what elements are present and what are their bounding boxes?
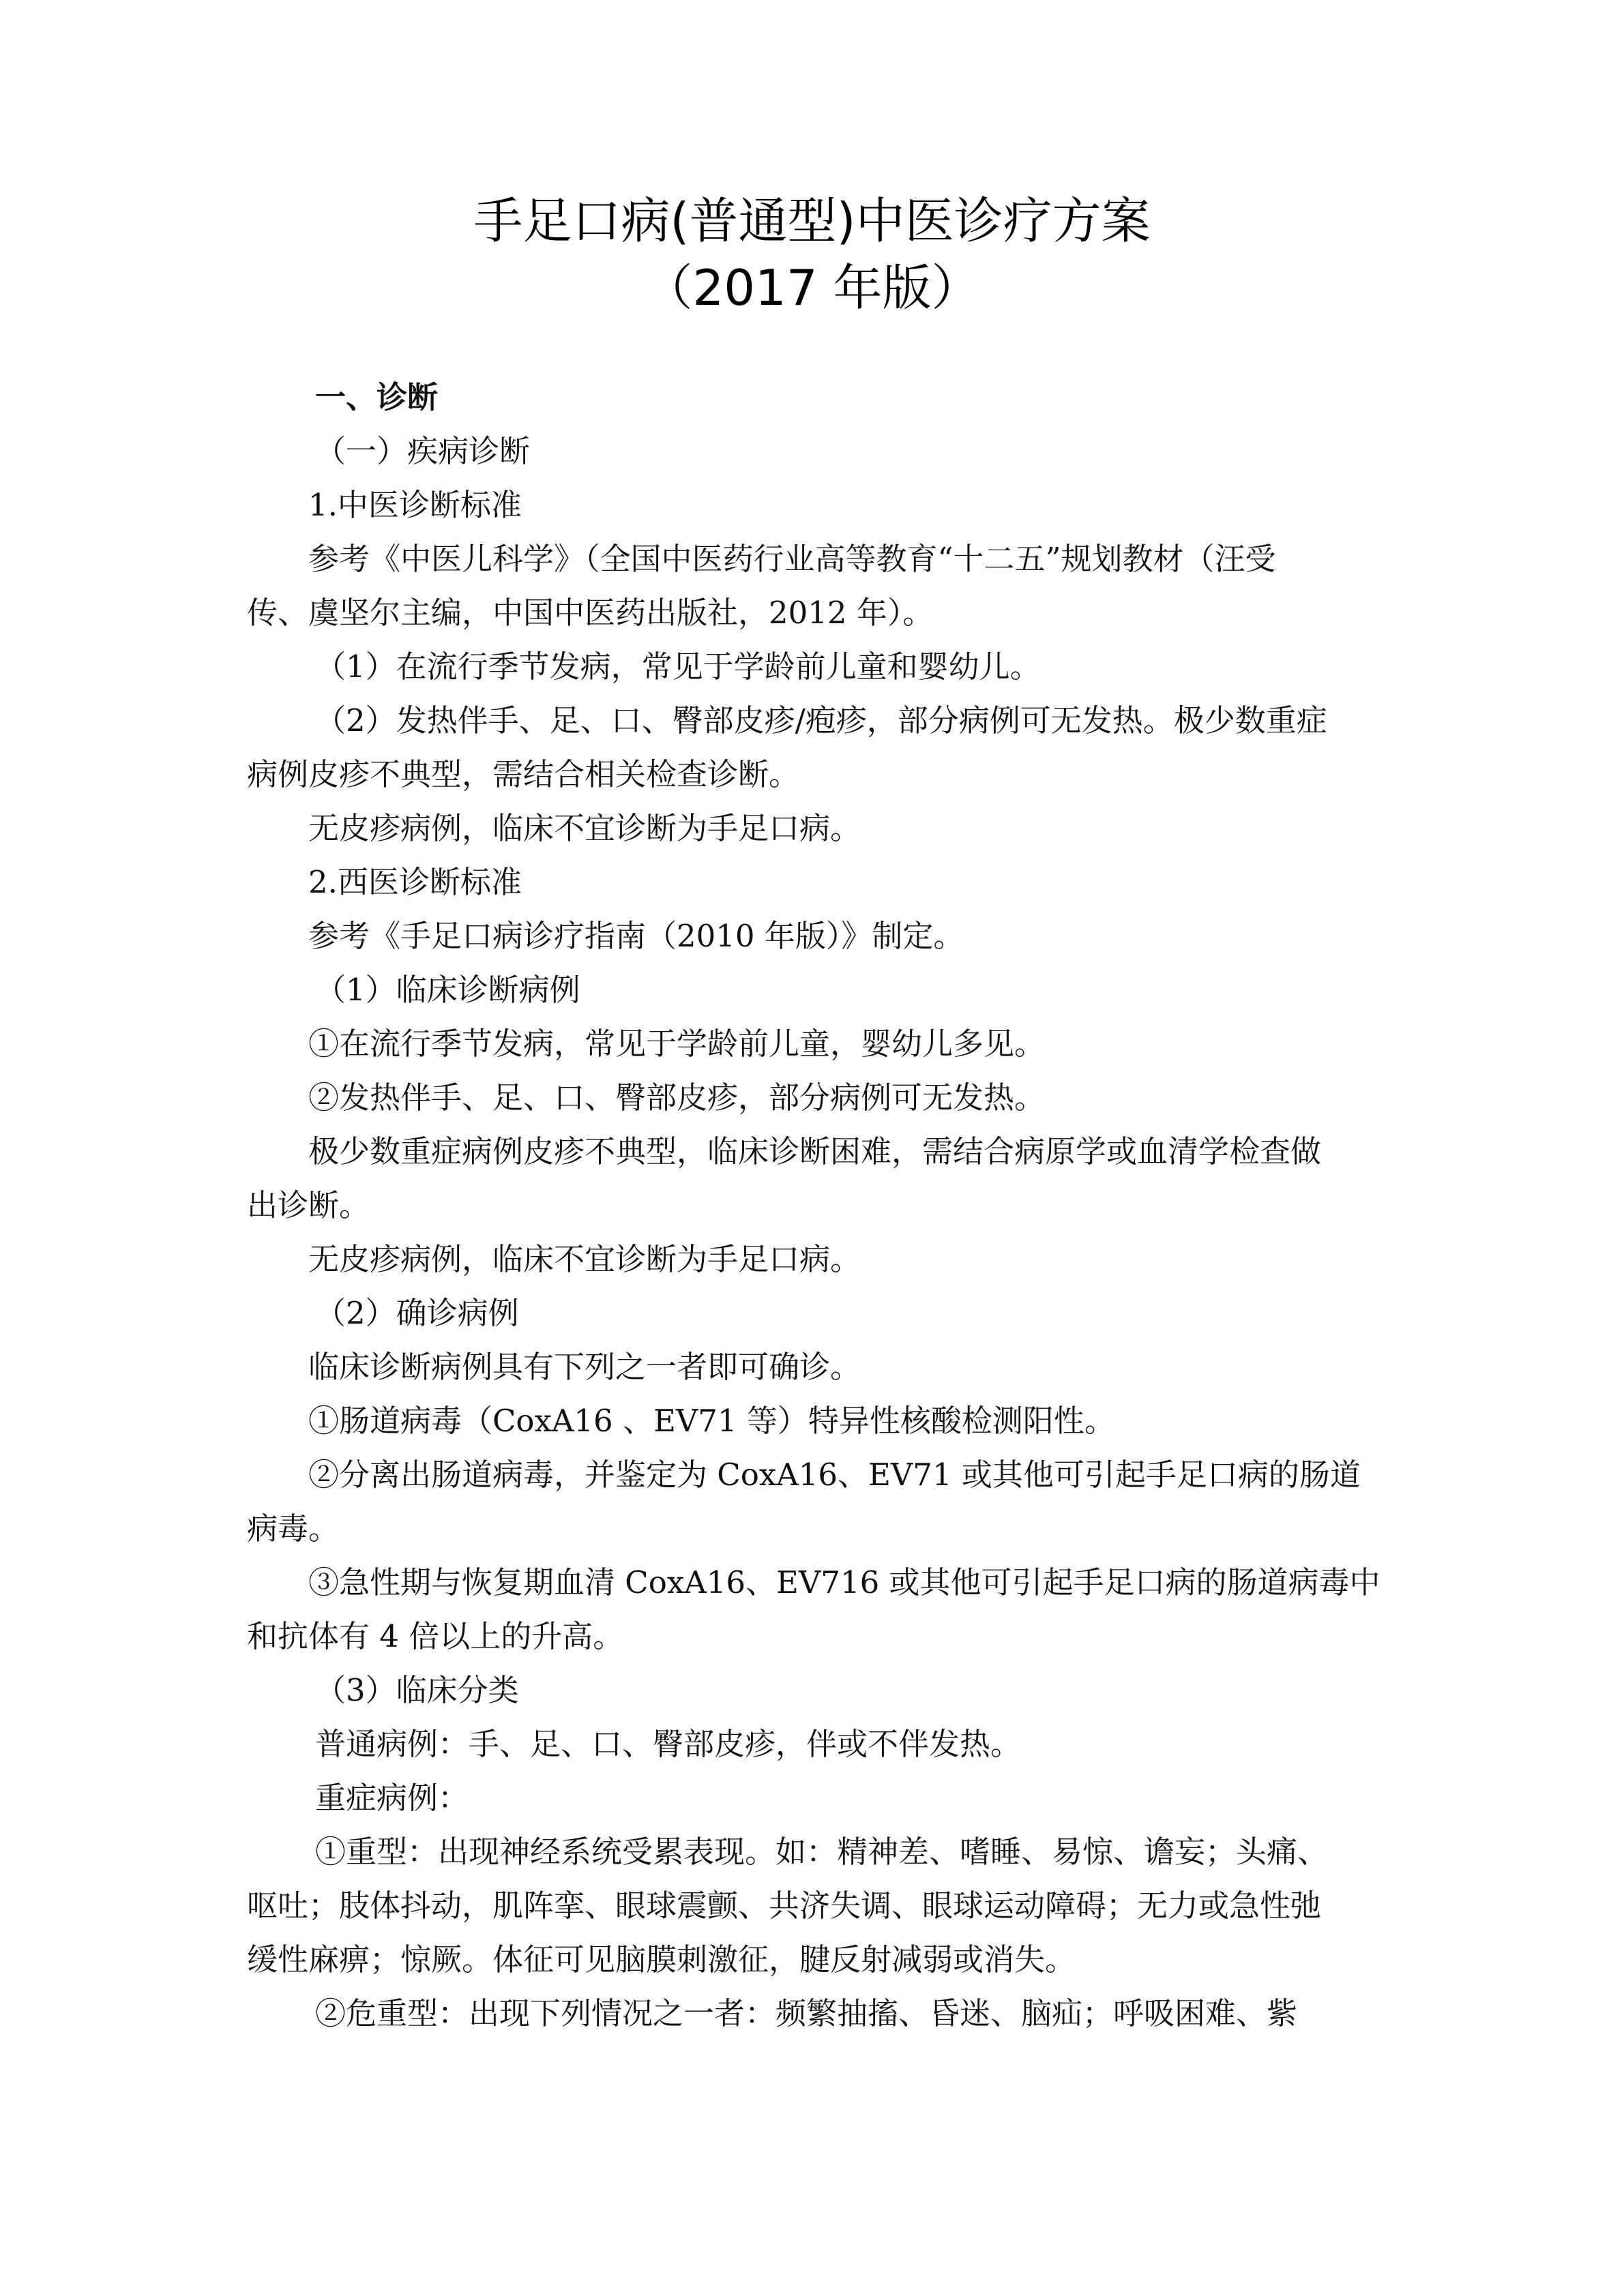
paragraph-line: 和抗体有 4 倍以上的升高。 [247,1618,624,1654]
paragraph-line: ②危重型：出现下列情况之一者：频繁抽搐、昏迷、脑疝；呼吸困难、紫 [315,1995,1298,2031]
paragraph-line: 临床诊断病例具有下列之一者即可确诊。 [308,1349,861,1385]
section-heading: 一、诊断 [315,379,439,415]
paragraph-line: ①重型：出现神经系统受累表现。如：精神差、嗜睡、易惊、谵妄；头痛、 [315,1834,1329,1870]
title-edition: （2017 年版） [643,259,981,316]
paragraph-line: ③急性期与恢复期血清 CoxA16、EV716 或其他可引起手足口病的肠道病毒中 [308,1564,1381,1600]
paragraph-line: 无皮疹病例，临床不宜诊断为手足口病。 [308,1241,861,1277]
paragraph-line: ①在流行季节发病，常见于学龄前儿童，婴幼儿多见。 [308,1026,1046,1062]
paragraph-line: 极少数重症病例皮疹不典型，临床诊断困难，需结合病原学或血清学检查做 [308,1133,1322,1169]
paragraph-line: 参考《手足口病诊疗指南（2010 年版）》制定。 [308,918,964,954]
paragraph-line: ②发热伴手、足、口、臀部皮疹，部分病例可无发热。 [308,1079,1046,1116]
document-title [0,190,1624,319]
paragraph-line: （3）临床分类 [315,1672,519,1708]
paragraph-line: 普通病例：手、足、口、臀部皮疹，伴或不伴发热。 [315,1726,1022,1762]
paragraph-line: 1.中医诊断标准 [308,487,522,523]
paragraph-line: 病例皮疹不典型，需结合相关检查诊断。 [247,756,800,792]
paragraph-line: 2.西医诊断标准 [308,864,522,900]
paragraph-line: （1）临床诊断病例 [315,972,580,1008]
paragraph-line: （2）发热伴手、足、口、臀部皮疹/疱疹，部分病例可无发热。极少数重症 [315,702,1327,739]
document-body [247,370,1393,2040]
paragraph-line: （2）确诊病例 [315,1295,519,1331]
paragraph-line: 传、虞坚尔主编，中国中医药出版社，2012 年）。 [247,595,934,631]
subsection-heading: （一）疾病诊断 [315,433,531,469]
paragraph-line: ②分离出肠道病毒，并鉴定为 CoxA16、EV71 或其他可引起手足口病的肠道 [308,1457,1361,1493]
paragraph-line: 参考《中医儿科学》（全国中医药行业高等教育“十二五”规划教材（汪受 [308,541,1276,577]
paragraph-line: 重症病例： [315,1780,469,1816]
paragraph-line: 出诊断。 [247,1187,370,1223]
paragraph-line: 呕吐；肢体抖动，肌阵挛、眼球震颤、共济失调、眼球运动障碍；无力或急性弛 [247,1888,1322,1924]
paragraph-line: （1）在流行季节发病，常见于学龄前儿童和婴幼儿。 [315,648,1041,685]
paragraph-line: ①肠道病毒（CoxA16 、EV71 等）特异性核酸检测阳性。 [308,1403,1115,1439]
paragraph-line: 无皮疹病例，临床不宜诊断为手足口病。 [308,810,861,846]
paragraph-line: 缓性麻痹；惊厥。体征可见脑膜刺激征，腱反射减弱或消失。 [247,1941,1076,1978]
paragraph-line: 病毒。 [247,1510,340,1547]
title-main: 手足口病(普通型)中医诊疗方案 [473,192,1151,250]
